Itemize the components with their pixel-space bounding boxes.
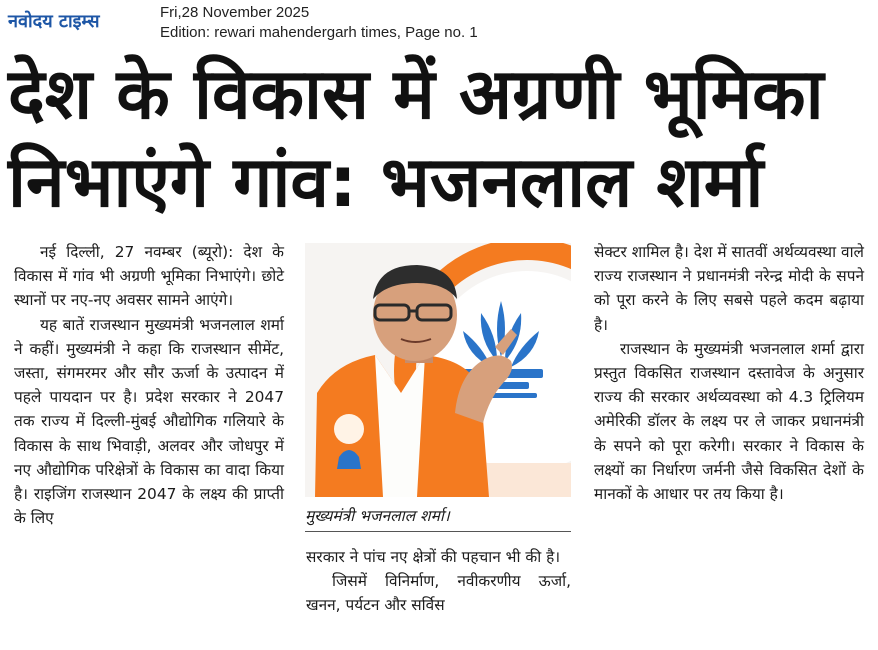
photo-caption: मुख्यमंत्री भजनलाल शर्मा। bbox=[305, 505, 571, 532]
headline-line-1: देश के विकास में अग्रणी भूमिका bbox=[8, 53, 824, 135]
logo-text: नवोदय टाइम्स bbox=[8, 11, 100, 32]
edition-info bbox=[160, 3, 478, 43]
newspaper-logo[interactable] bbox=[6, 6, 138, 34]
edition-label: Edition: rewari mahendergarh times, Page no. 1 bbox=[160, 24, 478, 41]
article-column-1 bbox=[14, 240, 284, 530]
chief-minister-photo bbox=[305, 243, 571, 497]
article-paragraph: सेक्टर शामिल है। देश में सातवीं अर्थव्यवस्था वाले राज्य राजस्थान ने प्रधानमंत्री नरेन्द्र मोदी के सपने को पूरा करने के लिए सबसे पहले कदम बढ़ाया है। bbox=[594, 243, 864, 334]
article-paragraph: यह बातें राजस्थान मुख्यमंत्री भजनलाल शर्मा ने कहीं। मुख्यमंत्री ने कहा कि राजस्थान सीमेंट, जस्ता, संगमरमर और सौर ऊर्जा के उत्पादन में पहले पायदान पर है। प्रदेश सरकार ने 2047 तक राज्य में दिल्ली-मुंबई औद्योगिक गलियारे के विकास के साथ भिवाड़ी, अलवर और जोधपुर में नए औद्योगिक परिक्षेत्रों के विकास का वादा किया है। राइजिंग राजस्थान 2047 के लक्ष्य की प्राप्ती के लिए bbox=[14, 315, 284, 528]
article-paragraph: सरकार ने पांच नए क्षेत्रों की पहचान भी की है। bbox=[306, 548, 561, 566]
badge-icon bbox=[334, 414, 364, 444]
article-paragraph: नई दिल्ली, 27 नवम्बर (ब्यूरो): देश के विकास में गांव भी अग्रणी भूमिका निभाएंगे। छोटे स्थानों पर नए-नए अवसर सामने आएंगे। bbox=[14, 243, 284, 310]
article-paragraph: जिसमें विनिर्माण, नवीकरणीय ऊर्जा, खनन, पर्यटन और सर्विस bbox=[306, 572, 571, 615]
article-headline bbox=[8, 50, 870, 226]
article-photo[interactable] bbox=[305, 243, 571, 497]
masthead bbox=[0, 0, 878, 44]
headline-line-2: निभाएंगे गांव: भजनलाल शर्मा bbox=[8, 141, 764, 223]
article-paragraph: राजस्थान के मुख्यमंत्री भजनलाल शर्मा द्वारा प्रस्तुत विकसित राजस्थान दस्तावेज के अनुसार राज्य की सरकार अर्थव्यवस्था को 4.3 ट्रिलियम अमेरिकी डॉलर के लक्ष्य पर ले जाकर प्रधानमंत्री के सपने को पूरा करेगी। सरकार ने विकास के लक्ष्यों का निर्धारण जर्मनी जैसे विकसित देशों के मानकों के आधार पर तय किया है। bbox=[594, 339, 864, 504]
issue-date: Fri,28 November 2025 bbox=[160, 4, 310, 21]
article-column-2 bbox=[306, 545, 571, 618]
article-column-3 bbox=[594, 240, 864, 506]
